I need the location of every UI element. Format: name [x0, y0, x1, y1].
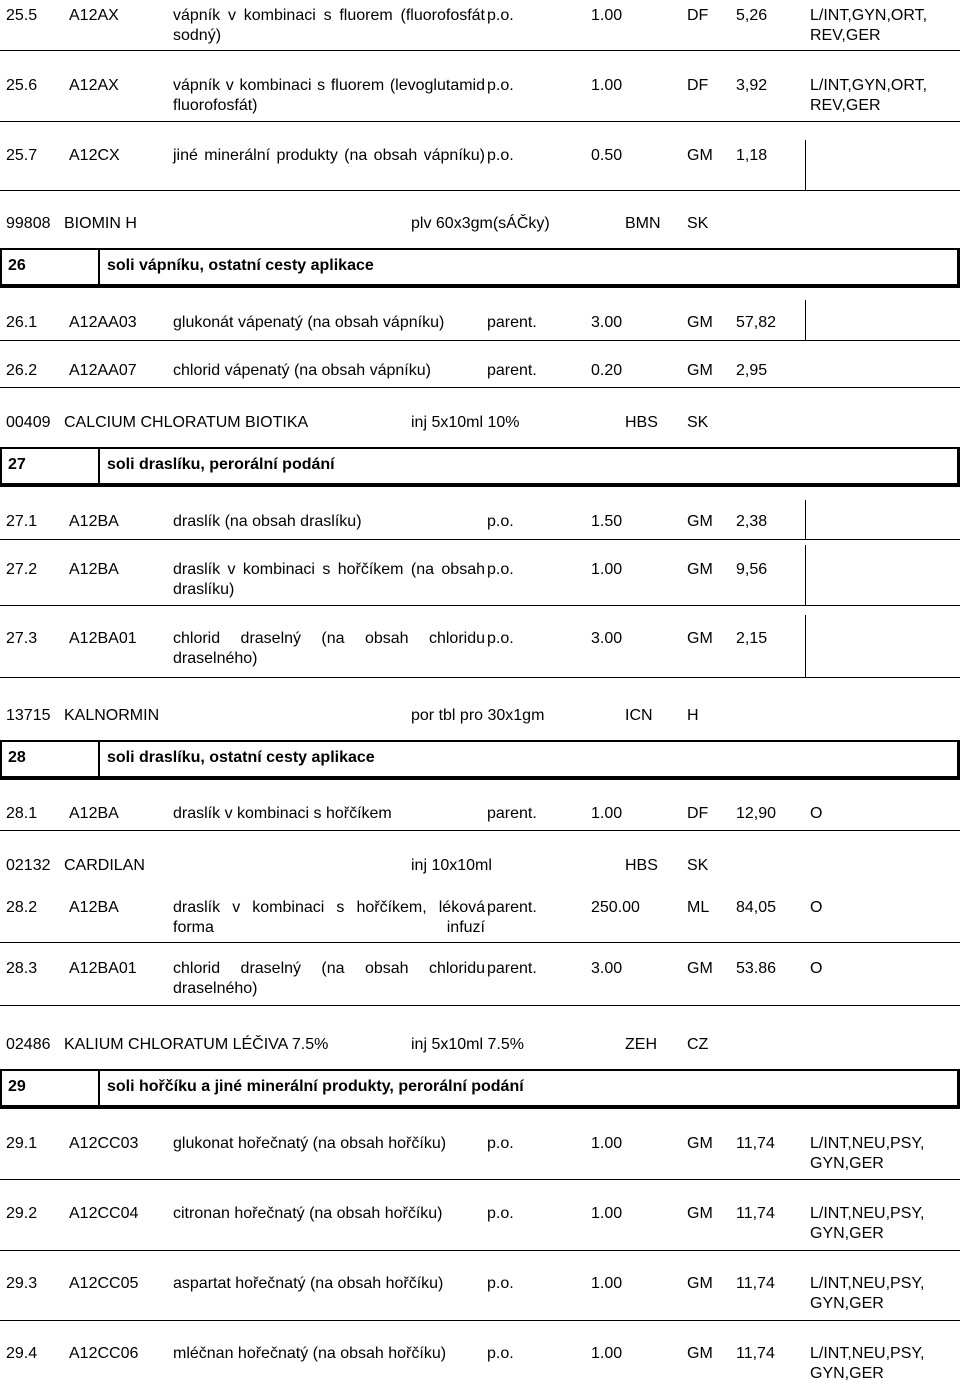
- item-description: mléčnan hořečnatý (na obsah hořčíku): [173, 1345, 447, 1362]
- product-name: CALCIUM CHLORATUM BIOTIKA: [64, 414, 309, 431]
- item-description: draslík (na obsah draslíku): [173, 513, 362, 530]
- group-header: [0, 248, 960, 288]
- item-number: 25.5: [6, 7, 38, 24]
- row-divider: [0, 605, 960, 606]
- group-number: 29: [8, 1078, 26, 1095]
- item-description: draslík v kombinaci s hořčíkem, léková forma infuzí: [173, 899, 485, 936]
- product-maker: BMN: [625, 215, 661, 232]
- item-number: 29.3: [6, 1275, 38, 1292]
- row-divider: [0, 1250, 960, 1251]
- dose: 1.50: [591, 513, 623, 530]
- item-description: citronan hořečnatý (na obsah hořčíku): [173, 1205, 443, 1222]
- item-number: 29.2: [6, 1205, 38, 1222]
- unit: GM: [687, 1275, 713, 1292]
- product-maker: HBS: [625, 414, 658, 431]
- product-form: inj 5x10ml 7.5%: [411, 1036, 524, 1053]
- dose: 0.20: [591, 362, 623, 379]
- cell-border: [805, 615, 806, 677]
- group-title: soli draslíku, perorální podání: [107, 456, 335, 473]
- unit: GM: [687, 1345, 713, 1362]
- restriction: O: [810, 805, 823, 822]
- item-number: 28.1: [6, 805, 38, 822]
- dose: 0.50: [591, 147, 623, 164]
- atc-code: A12BA01: [69, 960, 137, 977]
- row-divider: [0, 539, 960, 540]
- price: 2,38: [736, 513, 768, 530]
- group-number: 28: [8, 749, 26, 766]
- restriction: O: [810, 960, 823, 977]
- product-country: SK: [687, 414, 709, 431]
- unit: GM: [687, 1135, 713, 1152]
- dose: 1.00: [591, 561, 623, 578]
- route: parent.: [487, 805, 537, 822]
- product-maker: HBS: [625, 857, 658, 874]
- item-description: chlorid draselný (na obsah chloridu draselného): [173, 960, 485, 997]
- item-description: draslík v kombinaci s hořčíkem (na obsah draslíku): [173, 561, 485, 598]
- unit: GM: [687, 314, 713, 331]
- route: p.o.: [487, 513, 514, 530]
- row-divider: [0, 677, 960, 678]
- group-header: [0, 740, 960, 780]
- group-separator: [98, 449, 100, 483]
- cell-border: [805, 500, 806, 540]
- price: 11,74: [736, 1135, 775, 1152]
- item-number: 27.3: [6, 630, 38, 647]
- restriction: L/INT,NEU,PSY,: [810, 1345, 925, 1362]
- unit: GM: [687, 630, 713, 647]
- unit: GM: [687, 513, 713, 530]
- unit: GM: [687, 362, 713, 379]
- restriction-cont: GYN,GER: [810, 1365, 884, 1382]
- price: 3,92: [736, 77, 768, 94]
- row-divider: [0, 942, 960, 943]
- row-divider: [0, 190, 960, 191]
- atc-code: A12AA07: [69, 362, 137, 379]
- restriction: L/INT,NEU,PSY,: [810, 1275, 925, 1292]
- route: parent.: [487, 960, 537, 977]
- dose: 1.00: [591, 77, 623, 94]
- product-maker: ICN: [625, 707, 653, 724]
- restriction-cont: GYN,GER: [810, 1155, 884, 1172]
- product-form: inj 10x10ml: [411, 857, 492, 874]
- product-form: por tbl pro 30x1gm: [411, 707, 545, 724]
- route: p.o.: [487, 77, 514, 94]
- product-country: SK: [687, 215, 709, 232]
- atc-code: A12BA: [69, 805, 119, 822]
- group-title: soli vápníku, ostatní cesty aplikace: [107, 257, 374, 274]
- price: 5,26: [736, 7, 768, 24]
- restriction: L/INT,NEU,PSY,: [810, 1135, 925, 1152]
- atc-code: A12CC06: [69, 1345, 139, 1362]
- atc-code: A12CC04: [69, 1205, 139, 1222]
- item-description: chlorid vápenatý (na obsah vápníku): [173, 362, 431, 379]
- dose: 3.00: [591, 630, 623, 647]
- atc-code: A12AA03: [69, 314, 137, 331]
- item-number: 28.2: [6, 899, 38, 916]
- price: 9,56: [736, 561, 768, 578]
- product-name: KALIUM CHLORATUM LÉČIVA 7.5%: [64, 1036, 329, 1053]
- dose: 1.00: [591, 1205, 623, 1222]
- item-number: 25.6: [6, 77, 38, 94]
- route: p.o.: [487, 1135, 514, 1152]
- price: 53.86: [736, 960, 777, 977]
- atc-code: A12BA: [69, 513, 119, 530]
- item-description: glukonát vápenatý (na obsah vápníku): [173, 314, 445, 331]
- route: p.o.: [487, 1275, 514, 1292]
- atc-code: A12BA01: [69, 630, 137, 647]
- route: parent.: [487, 362, 537, 379]
- restriction: L/INT,NEU,PSY,: [810, 1205, 925, 1222]
- dose: 1.00: [591, 1135, 623, 1152]
- product-form: inj 5x10ml 10%: [411, 414, 520, 431]
- cell-border: [805, 545, 806, 605]
- product-code: 13715: [6, 707, 51, 724]
- group-number: 27: [8, 456, 26, 473]
- dose: 1.00: [591, 1275, 623, 1292]
- atc-code: A12CC03: [69, 1135, 139, 1152]
- dose: 250.00: [591, 899, 640, 916]
- product-code: 02486: [6, 1036, 51, 1053]
- cell-border: [805, 300, 806, 340]
- dose: 3.00: [591, 314, 623, 331]
- item-description: vápník v kombinaci s fluorem (levoglutamid fluorofosfát): [173, 77, 485, 114]
- dose: 1.00: [591, 805, 623, 822]
- item-number: 29.4: [6, 1345, 38, 1362]
- route: parent.: [487, 314, 537, 331]
- product-name: KALNORMIN: [64, 707, 160, 724]
- dose: 1.00: [591, 7, 623, 24]
- group-separator: [98, 250, 100, 284]
- unit: GM: [687, 1205, 713, 1222]
- price: 12,90: [736, 805, 777, 822]
- cell-border: [805, 140, 806, 190]
- item-description: glukonat hořečnatý (na obsah hořčíku): [173, 1135, 447, 1152]
- route: p.o.: [487, 630, 514, 647]
- row-divider: [0, 830, 960, 831]
- dose: 3.00: [591, 960, 623, 977]
- product-name: BIOMIN H: [64, 215, 137, 232]
- atc-code: A12BA: [69, 561, 119, 578]
- item-number: 25.7: [6, 147, 38, 164]
- route: p.o.: [487, 7, 514, 24]
- restriction-cont: GYN,GER: [810, 1295, 884, 1312]
- restriction: L/INT,GYN,ORT,: [810, 77, 928, 94]
- unit: GM: [687, 960, 713, 977]
- price: 57,82: [736, 314, 777, 331]
- row-divider: [0, 340, 960, 341]
- price: 2,95: [736, 362, 768, 379]
- unit: DF: [687, 805, 709, 822]
- row-divider: [0, 1320, 960, 1321]
- price: 2,15: [736, 630, 768, 647]
- group-title: soli draslíku, ostatní cesty aplikace: [107, 749, 375, 766]
- route: p.o.: [487, 147, 514, 164]
- price: 1,18: [736, 147, 768, 164]
- row-divider: [0, 121, 960, 122]
- route: parent.: [487, 899, 537, 916]
- unit: DF: [687, 77, 709, 94]
- item-number: 28.3: [6, 960, 38, 977]
- restriction-cont: GYN,GER: [810, 1225, 884, 1242]
- item-description: aspartat hořečnatý (na obsah hořčíku): [173, 1275, 444, 1292]
- unit: DF: [687, 7, 709, 24]
- item-number: 26.1: [6, 314, 38, 331]
- price: 11,74: [736, 1205, 775, 1222]
- item-description: draslík v kombinaci s hořčíkem: [173, 805, 392, 822]
- item-number: 27.1: [6, 513, 38, 530]
- group-number: 26: [8, 257, 26, 274]
- product-form: plv 60x3gm(sÁČky): [411, 215, 550, 232]
- dose: 1.00: [591, 1345, 623, 1362]
- unit: GM: [687, 561, 713, 578]
- group-header: [0, 1069, 960, 1109]
- product-country: CZ: [687, 1036, 709, 1053]
- restriction: L/INT,GYN,ORT,: [810, 7, 928, 24]
- product-code: 02132: [6, 857, 51, 874]
- atc-code: A12CC05: [69, 1275, 139, 1292]
- item-description: vápník v kombinaci s fluorem (fluorofosfát sodný): [173, 7, 485, 44]
- group-header: [0, 447, 960, 487]
- item-number: 27.2: [6, 561, 38, 578]
- atc-code: A12AX: [69, 77, 119, 94]
- unit: ML: [687, 899, 710, 916]
- price: 11,74: [736, 1275, 775, 1292]
- restriction-cont: REV,GER: [810, 27, 881, 44]
- atc-code: A12CX: [69, 147, 120, 164]
- product-country: H: [687, 707, 699, 724]
- row-divider: [0, 387, 960, 388]
- price: 11,74: [736, 1345, 775, 1362]
- route: p.o.: [487, 561, 514, 578]
- item-description: jiné minerální produkty (na obsah vápníku): [173, 147, 485, 164]
- item-description: chlorid draselný (na obsah chloridu draselného): [173, 630, 485, 667]
- product-code: 99808: [6, 215, 51, 232]
- group-title: soli hořčíku a jiné minerální produkty, perorální podání: [107, 1078, 524, 1095]
- route: p.o.: [487, 1345, 514, 1362]
- restriction: O: [810, 899, 823, 916]
- row-divider: [0, 1179, 960, 1180]
- product-code: 00409: [6, 414, 51, 431]
- item-number: 29.1: [6, 1135, 38, 1152]
- restriction-cont: REV,GER: [810, 97, 881, 114]
- row-divider: [0, 1005, 960, 1006]
- price: 84,05: [736, 899, 777, 916]
- product-maker: ZEH: [625, 1036, 657, 1053]
- route: p.o.: [487, 1205, 514, 1222]
- product-country: SK: [687, 857, 709, 874]
- group-separator: [98, 742, 100, 776]
- unit: GM: [687, 147, 713, 164]
- item-number: 26.2: [6, 362, 38, 379]
- row-divider: [0, 50, 960, 51]
- product-name: CARDILAN: [64, 857, 145, 874]
- atc-code: A12AX: [69, 7, 119, 24]
- group-separator: [98, 1071, 100, 1105]
- atc-code: A12BA: [69, 899, 119, 916]
